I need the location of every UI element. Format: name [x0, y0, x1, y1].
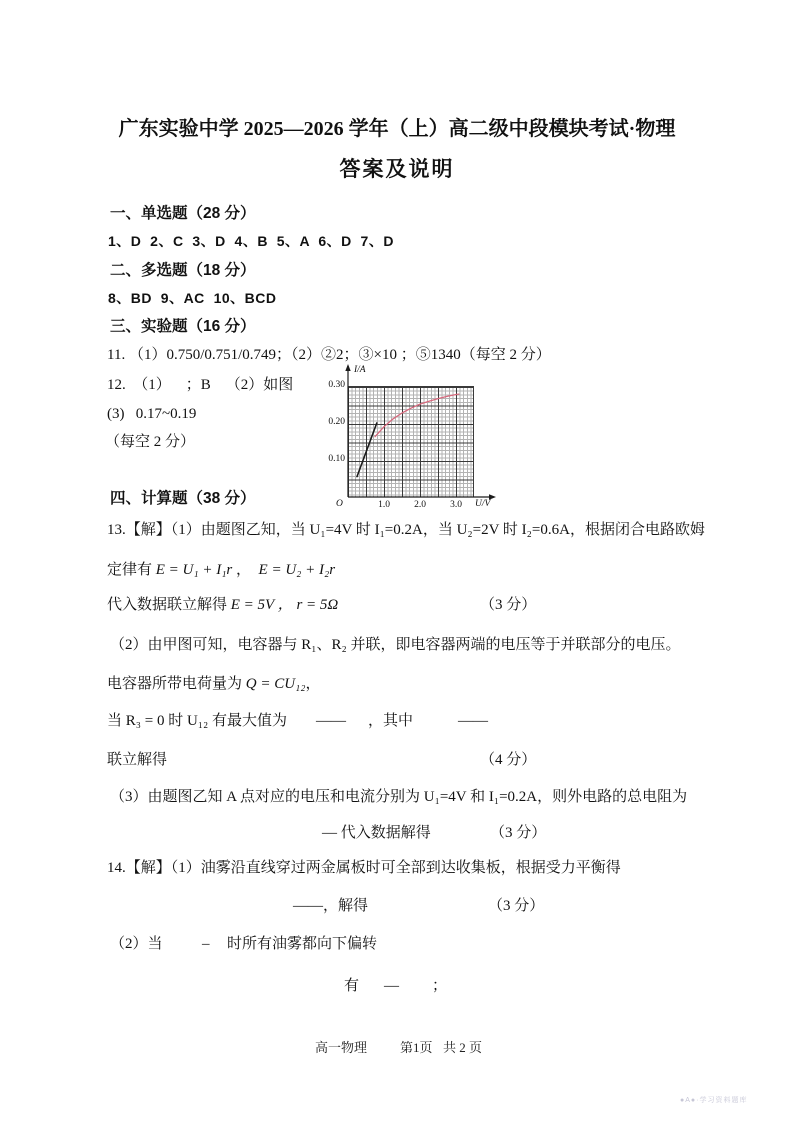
section-1-answers: 1、D 2、C 3、D 4、B 5、A 6、D 7、D [108, 233, 394, 249]
black-line-series [357, 423, 377, 477]
x-axis-arrow [489, 494, 496, 499]
q13-result-formula: E = 5V ， r = 5Ω [230, 597, 339, 613]
y-axis-arrow [345, 364, 350, 371]
q13-line5-post: ， [305, 676, 321, 692]
q13-line1: 13.【解】（1）由题图乙知，当 U₁=4V 时 I₁=0.2A，当 U₂=2V 时 I₂=0.6A，根据闭合电路欧姆 [107, 522, 705, 538]
q13-line8: （3）由题图乙知 A 点对应的电压和电流分别为 U₁=4V 和 I₁=0.2A，则外电路的总电阻为 [110, 789, 688, 805]
page-title: 广东实验中学 2025—2026 学年（上）高二级中段模块考试·物理 [118, 118, 676, 140]
page-subtitle: 答案及说明 [339, 157, 455, 181]
y-tick-030: 0.30 [328, 380, 345, 390]
q13-line9: — 代入数据解得 [322, 825, 431, 841]
q13-line6-mid: ，其中 [368, 713, 414, 729]
footer-page-number: 第1页 [400, 1040, 433, 1055]
section-2-heading: 二、多选题（18 分） [110, 262, 256, 279]
x-tick-20: 2.0 [414, 500, 426, 510]
q13-formula-2: E = U₂ + I₂r [258, 562, 336, 578]
q14-line4-pre: 有 [344, 978, 360, 994]
origin-label: O [336, 499, 343, 509]
q13-score-3pts: （3 分） [480, 597, 537, 613]
y-axis-label: I/A [354, 365, 366, 375]
q13-charge-formula: Q = CU₁₂ [245, 676, 306, 692]
q12-line1: 12. （1） ；B （2）如图 [107, 377, 294, 393]
chart-axes-and-curves [328, 364, 498, 514]
q14-line4-post: ； [432, 978, 448, 994]
q12-line3: (3) 0.17~0.19 [107, 406, 197, 422]
x-tick-10: 1.0 [378, 500, 390, 510]
section-3-heading: 三、实验题（16 分） [110, 318, 256, 335]
q14-line3-post: 时所有油雾都向下偏转 [227, 936, 378, 952]
q14-line3-pre: （2）当 [110, 936, 163, 952]
q13-score-3pts-2: （3 分） [490, 825, 547, 841]
q13-line6-text: 当 R₃ = 0 时 U₁₂ 有最大值为 [107, 713, 287, 729]
q12-note: （每空 2 分） [105, 434, 196, 450]
q13-formula-1: E = U₁ + I₁r [155, 562, 233, 578]
q13-score-4pts: （4 分） [480, 752, 537, 768]
red-curve-series [375, 394, 459, 437]
q13-line3 [107, 596, 338, 615]
q13-line2 [107, 561, 335, 580]
q14-line1: 14.【解】（1）油雾沿直线穿过两金属板时可全部到达收集板，根据受力平衡得 [107, 860, 621, 876]
q14-blank-1: – [202, 936, 210, 952]
q14-line2: ——，解得 [293, 898, 369, 914]
q13-line7: 联立解得 [107, 752, 168, 768]
x-tick-30: 3.0 [450, 500, 462, 510]
section-1-heading: 一、单选题（28 分） [110, 205, 256, 222]
footer-page-total: 共 2 页 [443, 1040, 483, 1055]
q13-line4: （2）由甲图可知，电容器与 R₁、R₂ 并联，即电容器两端的电压等于并联部分的电压。 [110, 637, 681, 653]
q11-answer-line: 11. （1）0.750/0.751/0.749；（2）②2；③×10 ；⑤1340（每空 2 分） [107, 347, 551, 363]
q13-line3-text: 代入数据联立解得 [107, 597, 231, 613]
q14-score-3pts: （3 分） [488, 898, 545, 914]
y-tick-020: 0.20 [328, 417, 345, 427]
q13-blank-2: —— [458, 713, 488, 729]
footer-course: 高一物理 [315, 1040, 368, 1055]
q13-line5 [107, 675, 321, 694]
section-2-answers: 8、BD 9、AC 10、BCD [108, 290, 277, 306]
section-4-heading: 四、计算题（38 分） [110, 490, 256, 507]
x-axis-label: U/V [475, 499, 491, 509]
q14-blank-2: — [384, 978, 399, 994]
y-tick-010: 0.10 [328, 454, 345, 464]
q13-line2-text: 定律有 [107, 562, 156, 578]
q13-blank-1: —— [316, 713, 346, 729]
iv-characteristic-chart [328, 364, 498, 514]
q13-line2-sep: ， [232, 562, 259, 578]
q13-line5-text: 电容器所带电荷量为 [107, 676, 246, 692]
watermark: ●A●·学习资料题库 [680, 1097, 748, 1104]
